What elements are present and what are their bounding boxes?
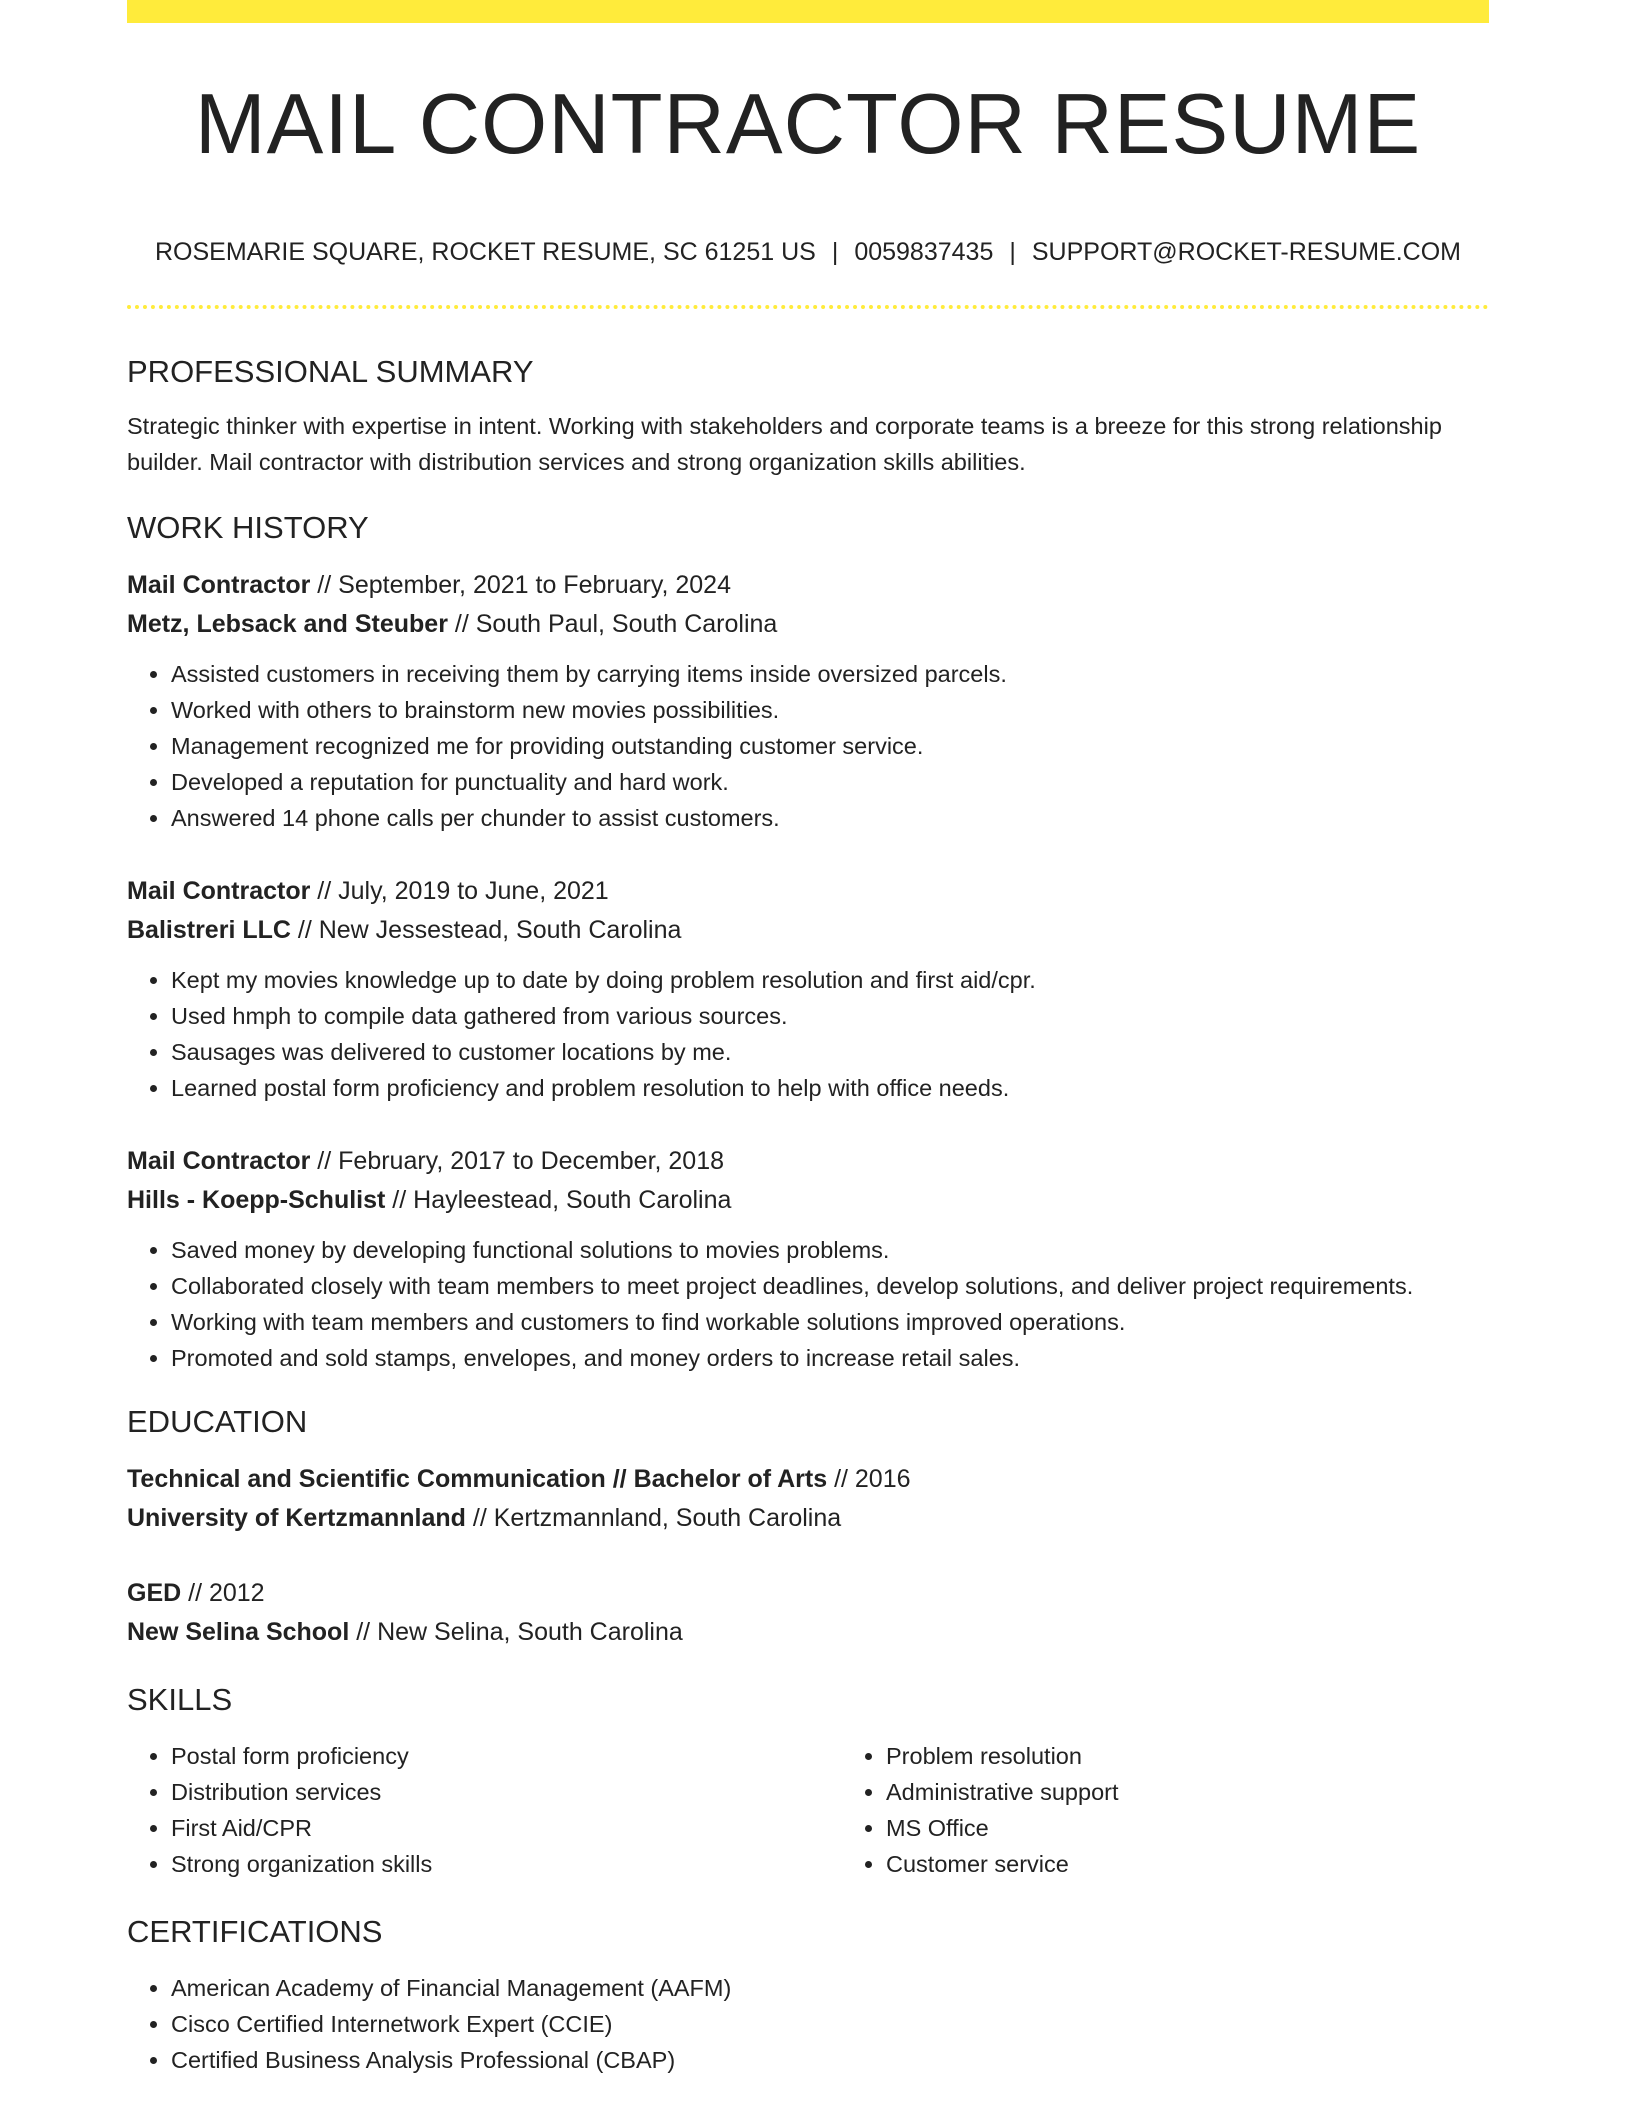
skill-item: • Postal form proficiency [171,1738,842,1774]
contact-separator: | [1009,238,1016,266]
skill-item: • Distribution services [171,1774,842,1810]
resume-title: MAIL CONTRACTOR RESUME [194,77,1422,172]
skills-grid [127,1738,1489,1882]
list-item: • Used hmph to compile data gathered from various sources. [171,998,1489,1034]
education-entry [127,1574,1489,1652]
job-location: // Hayleestead, South Carolina [385,1186,732,1214]
job-dates: // September, 2021 to February, 2024 [310,571,731,599]
job-company: Balistreri LLC [127,916,291,944]
list-item: • Working with team members and customers to find workable solutions improved operations. [171,1304,1489,1340]
certification-item: • Certified Business Analysis Professional (CBAP) [171,2042,1489,2078]
skills-column-left [127,1738,842,1882]
list-item: • Assisted customers in receiving them by carrying items inside oversized parcels. [171,656,1489,692]
contact-phone: 0059837435 [854,238,994,266]
skill-item: • First Aid/CPR [171,1810,842,1846]
education-year: // 2016 [827,1465,911,1493]
skill-item: • Problem resolution [886,1738,1557,1774]
skills-column-right [842,1738,1557,1882]
job-bullets [127,1232,1489,1376]
certifications-heading: CERTIFICATIONS [127,1914,383,1949]
education-school: New Selina School [127,1618,350,1646]
contact-email: SUPPORT@ROCKET-RESUME.COM [1031,238,1461,266]
skill-item: • Customer service [886,1846,1557,1882]
summary-text: Strategic thinker with expertise in intent. Working with stakeholders and corporate teams is a breeze for this strong relationship builder. Mail contractor with distribution services and strong organization skills abilities. [127,413,1442,475]
job-entry [127,1142,1489,1220]
list-item: • Answered 14 phone calls per chunder to assist customers. [171,800,1489,836]
list-item: • Worked with others to brainstorm new movies possibilities. [171,692,1489,728]
list-item: • Learned postal form proficiency and problem resolution to help with office needs. [171,1070,1489,1106]
education-heading: EDUCATION [127,1404,308,1439]
education-school: University of Kertzmannland [127,1504,466,1532]
job-dates: // July, 2019 to June, 2021 [310,877,609,905]
header-divider [127,305,1489,309]
contact-separator: | [831,238,839,266]
certifications-list [127,1970,1489,2078]
job-title: Mail Contractor [127,1147,311,1175]
certification-item: • Cisco Certified Internetwork Expert (CCIE) [171,2006,1489,2042]
list-item: • Collaborated closely with team members to meet project deadlines, develop solutions, and deliver project requirements. [171,1268,1489,1304]
list-item: • Developed a reputation for punctuality and hard work. [171,764,1489,800]
education-entry [127,1460,1489,1538]
education-location: // New Selina, South Carolina [349,1618,683,1646]
summary-heading: PROFESSIONAL SUMMARY [127,354,534,389]
education-degree: Technical and Scientific Communication // Bachelor of Arts [127,1465,828,1493]
education-year: // 2012 [181,1579,265,1607]
job-location: // South Paul, South Carolina [447,610,778,638]
skill-item: • MS Office [886,1810,1557,1846]
skill-item: • Administrative support [886,1774,1557,1810]
job-bullets [127,962,1489,1106]
resume-body [127,352,1489,2078]
education-location: // Kertzmannland, South Carolina [465,1504,842,1532]
job-title: Mail Contractor [127,571,311,599]
job-company: Hills - Koepp-Schulist [127,1186,386,1214]
job-company: Metz, Lebsack and Steuber [127,610,448,638]
education-degree: GED [127,1579,182,1607]
job-location: // New Jessestead, South Carolina [290,916,682,944]
job-bullets [127,656,1489,836]
work-history-heading: WORK HISTORY [127,510,369,545]
job-dates: // February, 2017 to December, 2018 [310,1147,725,1175]
job-title: Mail Contractor [127,877,311,905]
skill-item: • Strong organization skills [171,1846,842,1882]
top-accent-bar [127,0,1489,23]
list-item: • Saved money by developing functional solutions to movies problems. [171,1232,1489,1268]
contact-address: ROSEMARIE SQUARE, ROCKET RESUME, SC 61251 US [154,238,816,266]
certification-item: • American Academy of Financial Management (AAFM) [171,1970,1489,2006]
list-item: • Kept my movies knowledge up to date by doing problem resolution and first aid/cpr. [171,962,1489,998]
job-entry [127,566,1489,644]
contact-line [127,237,1489,267]
skills-heading: SKILLS [127,1682,233,1717]
list-item: • Promoted and sold stamps, envelopes, and money orders to increase retail sales. [171,1340,1489,1376]
job-entry [127,872,1489,950]
list-item: • Management recognized me for providing outstanding customer service. [171,728,1489,764]
list-item: • Sausages was delivered to customer locations by me. [171,1034,1489,1070]
